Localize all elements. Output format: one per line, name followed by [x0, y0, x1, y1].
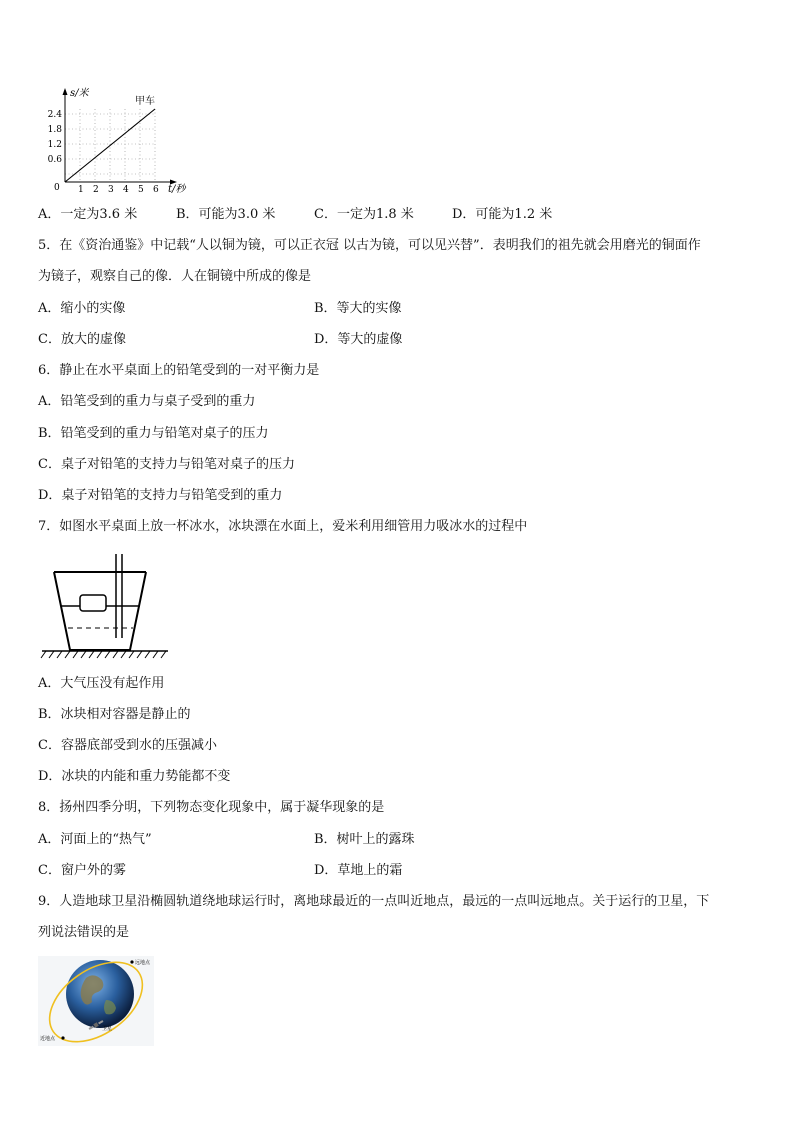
x-axis-label: t/秒 [168, 184, 186, 194]
q4-option-a: A．一定为3.6 米 [38, 207, 138, 222]
q7-option-b: B．冰块相对容器是静止的 [38, 707, 191, 722]
q5-option-d: D．等大的虚像 [314, 332, 403, 347]
x-tick: 4 [123, 185, 129, 194]
apogee-label: 远地点 [135, 960, 151, 966]
q9-stem-line2: 列说法错误的是 [38, 925, 130, 940]
q6-stem: 6．静止在水平桌面上的铅笔受到的一对平衡力是 [38, 363, 320, 378]
q6-option-c: C．桌子对铅笔的支持力与铅笔对桌子的压力 [38, 457, 295, 472]
q7-option-c: C．容器底部受到水的压强减小 [38, 738, 217, 753]
y-tick: 2.4 [47, 110, 62, 120]
q4-option-c: C．一定为1.8 米 [314, 207, 414, 222]
satellite-label: 卫星 [102, 1026, 113, 1032]
earth [66, 960, 134, 1028]
q6-option-d: D．桌子对铅笔的支持力与铅笔受到的重力 [38, 488, 283, 503]
q8-option-a: A．河面上的“热气” [38, 832, 152, 847]
y-axis-label: s/米 [70, 88, 89, 99]
x-tick: 6 [153, 185, 159, 194]
ice-cube [80, 595, 106, 611]
origin-label: 0 [54, 183, 60, 193]
y-tick: 1.2 [47, 140, 62, 150]
q8-option-c: C．窗户外的雾 [38, 863, 126, 878]
q6-option-a: A．铅笔受到的重力与桌子受到的重力 [38, 394, 256, 409]
satellite-orbit-figure [38, 956, 154, 1046]
q5-option-b: B．等大的实像 [314, 301, 402, 316]
q4-option-b: B．可能为3.0 米 [176, 207, 276, 222]
line-label: 甲车 [135, 96, 155, 107]
y-tick: 1.8 [47, 125, 62, 135]
q4-option-d: D．可能为1.2 米 [452, 207, 553, 222]
q5-option-c: C．放大的虚像 [38, 332, 126, 347]
q7-stem: 7．如图水平桌面上放一杯冰水，冰块漂在水面上，爱米利用细管用力吸冰水的过程中 [38, 519, 528, 534]
q7-option-d: D．冰块的内能和重力势能都不变 [38, 769, 231, 784]
q8-option-b: B．树叶上的露珠 [314, 832, 415, 847]
q8-stem: 8．扬州四季分明，下列物态变化现象中，属于凝华现象的是 [38, 800, 385, 815]
x-tick: 3 [108, 185, 114, 194]
q9-stem-line1: 9．人造地球卫星沿椭圆轨道绕地球运行时，离地球最近的一点叫近地点，最远的一点叫远地点。关于运行的卫星，下 [38, 894, 710, 909]
q5-stem-line1: 5．在《资治通鉴》中记载“人以铜为镜，可以正衣冠 以古为镜，可以见兴替”．表明我们的祖先就会用磨光的铜面作 [38, 238, 701, 253]
q5-option-a: A．缩小的实像 [38, 301, 126, 316]
x-tick: 2 [93, 185, 99, 194]
distance-time-graph [38, 84, 198, 194]
q7-option-a: A．大气压没有起作用 [38, 676, 165, 691]
x-tick: 1 [78, 185, 84, 194]
q8-option-d: D．草地上的霜 [314, 863, 403, 878]
ice-water-cup-figure [40, 554, 170, 666]
x-tick: 5 [138, 185, 144, 194]
y-tick: 0.6 [47, 155, 62, 165]
q6-option-b: B．铅笔受到的重力与铅笔对桌子的压力 [38, 426, 269, 441]
perigee-label: 近地点 [40, 1036, 56, 1042]
q5-stem-line2: 为镜子，观察自己的像．人在铜镜中所成的像是 [38, 269, 312, 284]
